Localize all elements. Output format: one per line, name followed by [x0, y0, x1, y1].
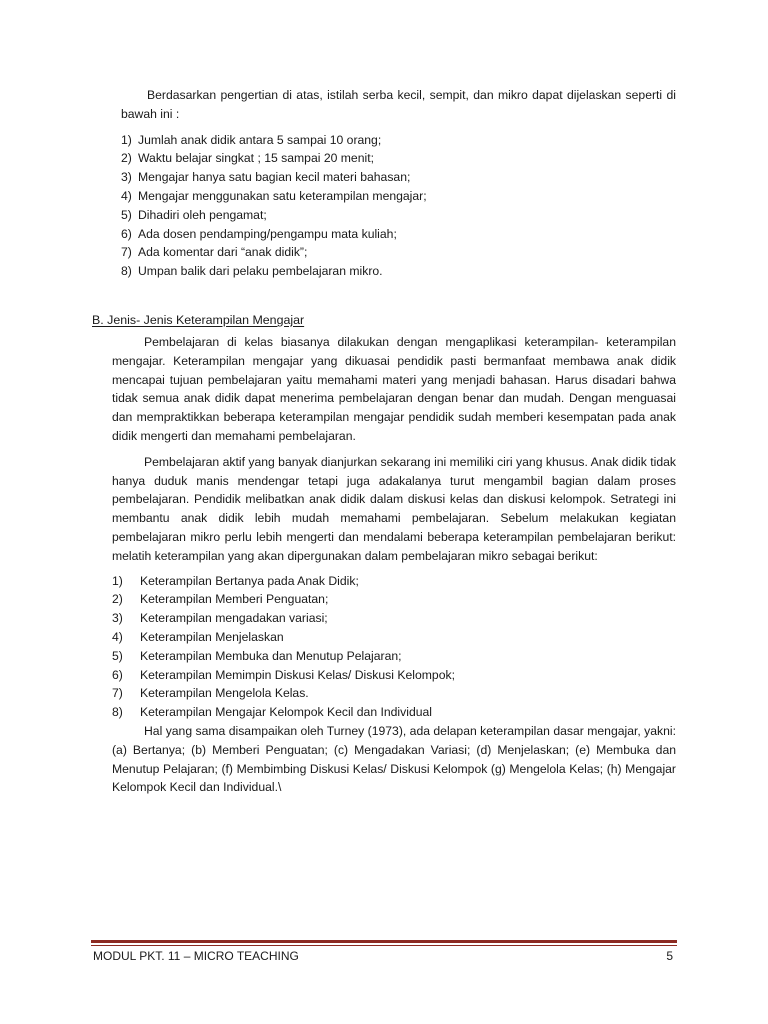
list-item: 3) Keterampilan mengadakan variasi;	[112, 611, 328, 626]
paragraph-1: Pembelajaran di kelas biasanya dilakukan dengan mengaplikasi keterampilan- keterampilan mengajar. Keterampilan mengajar yang dikuasai pendidik pasti bermanfaat membawa anak didik mencapai tujuan pembelajaran yaitu memahami materi yang menjadi bahasan. Harus disadari bahwa tidak semua anak didik dapat menerima pembelajaran dengan benar dan mudah. Dengan menguasai dan mempraktikkan beberapa keterampilan mengajar pendidik sudah memberi kesempatan pada anak didik mengerti dan memahami pembelajaran.	[112, 334, 676, 443]
footer-divider-thick	[91, 940, 677, 943]
page-footer	[93, 948, 677, 964]
list-item: 6) Ada dosen pendamping/pengampu mata kuliah;	[121, 226, 397, 241]
list-item: 8) Umpan balik dari pelaku pembelajaran mikro.	[121, 264, 383, 279]
list-item: 7) Keterampilan Mengelola Kelas.	[112, 686, 309, 701]
paragraph-2: Pembelajaran aktif yang banyak dianjurkan sekarang ini memiliki ciri yang khusus. Anak didik tidak hanya duduk manis mendengar tetapi juga adakalanya turut mengambil bagian dalam proses pembelajaran. Pendidik melibatkan anak didik dalam diskusi kelas dan diskusi kelompok. Setrategi ini membantu anak didik lebih mudah memahami pembelajaran. Sebelum melakukan kegiatan pembelajaran mikro perlu lebih mengerti dan mendalami beberapa keterampilan pembelajaran berikut: melatih keterampilan yang akan dipergunakan dalam pembelajaran mikro sebagai berikut:	[112, 454, 676, 563]
list-item: 1) Keterampilan Bertanya pada Anak Didik;	[112, 573, 359, 588]
list-item: 2) Waktu belajar singkat ; 15 sampai 20 menit;	[121, 151, 374, 166]
list-item: 5) Dihadiri oleh pengamat;	[121, 207, 267, 222]
list-item: 8) Keterampilan Mengajar Kelompok Kecil dan Individual	[112, 705, 432, 720]
section-heading: B. Jenis- Jenis Keterampilan Mengajar	[92, 312, 305, 327]
page-number: 5	[666, 949, 673, 963]
list-item: 3) Mengajar hanya satu bagian kecil materi bahasan;	[121, 170, 411, 185]
footer-module-title: MODUL PKT. 11 – MICRO TEACHING	[93, 949, 299, 963]
micro-teaching-characteristics-list	[121, 131, 676, 281]
list-item: 2) Keterampilan Memberi Penguatan;	[112, 592, 329, 607]
paragraph-3: Hal yang sama disampaikan oleh Turney (1973), ada delapan keterampilan dasar mengajar, yakni: (a) Bertanya; (b) Memberi Penguatan; (c) Mengadakan Variasi; (d) Menjelaskan; (e) Membuka dan Menutup Pelajaran; (f) Membimbing Diskusi Kelas/ Diskusi Kelompok (g) Mengelola Kelas; (h) Mengajar Kelompok Kecil dan Individual.\	[112, 723, 676, 795]
list-item: 4) Keterampilan Menjelaskan	[112, 629, 284, 644]
list-item: 1) Jumlah anak didik antara 5 sampai 10 orang;	[121, 132, 382, 147]
list-item: 7) Ada komentar dari “anak didik”;	[121, 245, 308, 260]
list-item: 6) Keterampilan Memimpin Diskusi Kelas/ Diskusi Kelompok;	[112, 667, 455, 682]
page-body	[92, 86, 676, 797]
list-item: 4) Mengajar menggunakan satu keterampilan mengajar;	[121, 188, 427, 203]
list-item: 5) Keterampilan Membuka dan Menutup Pelajaran;	[112, 648, 402, 663]
footer-divider-thin	[91, 945, 677, 946]
intro-paragraph: Berdasarkan pengertian di atas, istilah serba kecil, sempit, dan mikro dapat dijelaskan seperti di bawah ini :	[121, 88, 676, 121]
teaching-skills-list	[112, 572, 676, 722]
